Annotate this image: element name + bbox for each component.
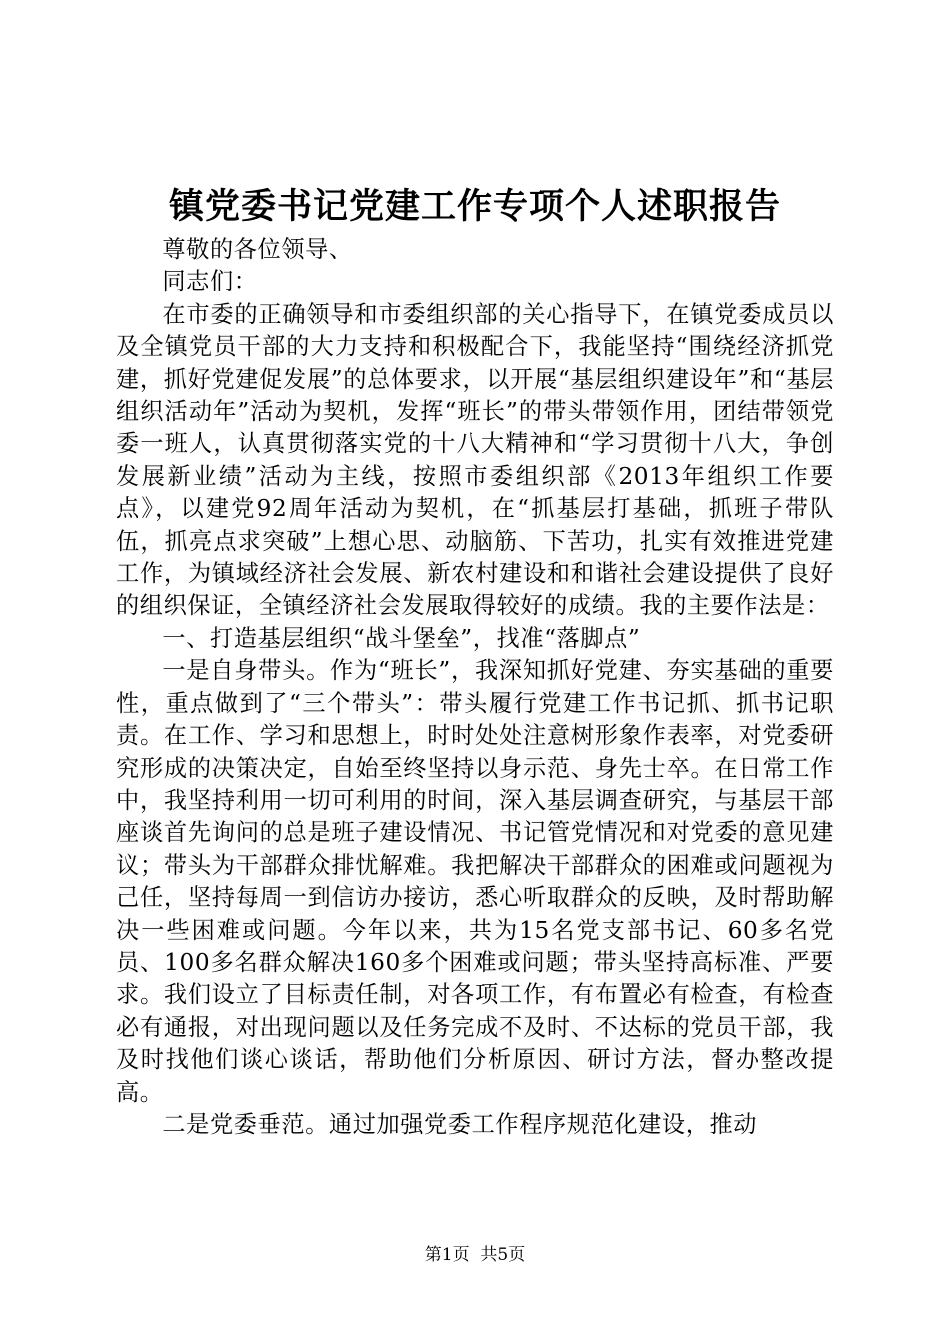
document-title: 镇党委书记党建工作专项个人述职报告 [168,186,781,227]
intro-paragraph: 在市委的正确领导和市委组织部的关心指导下，在镇党委成员以及全镇党员干部的大力支持和积极配合下，我能坚持“围绕经济抓党建，抓好党建促发展”的总体要求，以开展“基层组织建设年”和“基层组织活动年”活动为契机，发挥“班长”的带头带领作用，团结带领党委一班人，认真贯彻落实党的十八大精神和“学习贯彻十八大，争创发展新业绩”活动为主线，按照市委组织部《2013年组织工作要点》，以建党92周年活动为契机，在“抓基层打基础，抓班子带队伍，抓亮点求突破”上想心思、动脑筋、下苦功，扎实有效推进党建工作，为镇域经济社会发展、新农村建设和和谐社会建设提供了良好的组织保证，全镇经济社会发展取得较好的成绩。我的主要作法是： [116,300,834,620]
page-footer: 第1页 共5页 [424,1245,526,1265]
body-paragraph-self-lead: 一是自身带头。作为“班长”，我深知抓好党建、夯实基础的重要性，重点做到了“三个带头”：带头履行党建工作书记抓、抓书记职责。在工作、学习和思想上，时时处处注意树形象作表率，对党委研究形成的决策决定，自始至终坚持以身示范、身先士卒。在日常工作中，我坚持利用一切可利用的时间，深入基层调查研究，与基层干部座谈首先询问的总是班子建设情况、书记管党情况和对党委的意见建议；带头为干部群众排忧解难。我把解决干部群众的困难或问题视为己任，坚持每周一到信访办接访，悉心听取群众的反映，及时帮助解决一些困难或问题。今年以来，共为15名党支部书记、60多名党员、100多名群众解决160多个困难或问题；带头坚持高标准、严要求。我们设立了目标责任制，对各项工作，有布置必有检查，有检查必有通报，对出现问题以及任务完成不及时、不达标的党员干部，我及时找他们谈心谈话，帮助他们分析原因、研讨方法，督办整改提高。 [116,657,834,1106]
salutation-line-2: 同志们： [162,268,258,296]
body-paragraph-committee: 二是党委垂范。通过加强党委工作程序规范化建设，推动 [162,1110,758,1138]
document-body [116,234,834,1141]
salutation-line-1: 尊敬的各位领导、 [162,236,353,263]
section-heading-1: 一、打造基层组织“战斗堡垒”，找准“落脚点” [162,624,641,652]
